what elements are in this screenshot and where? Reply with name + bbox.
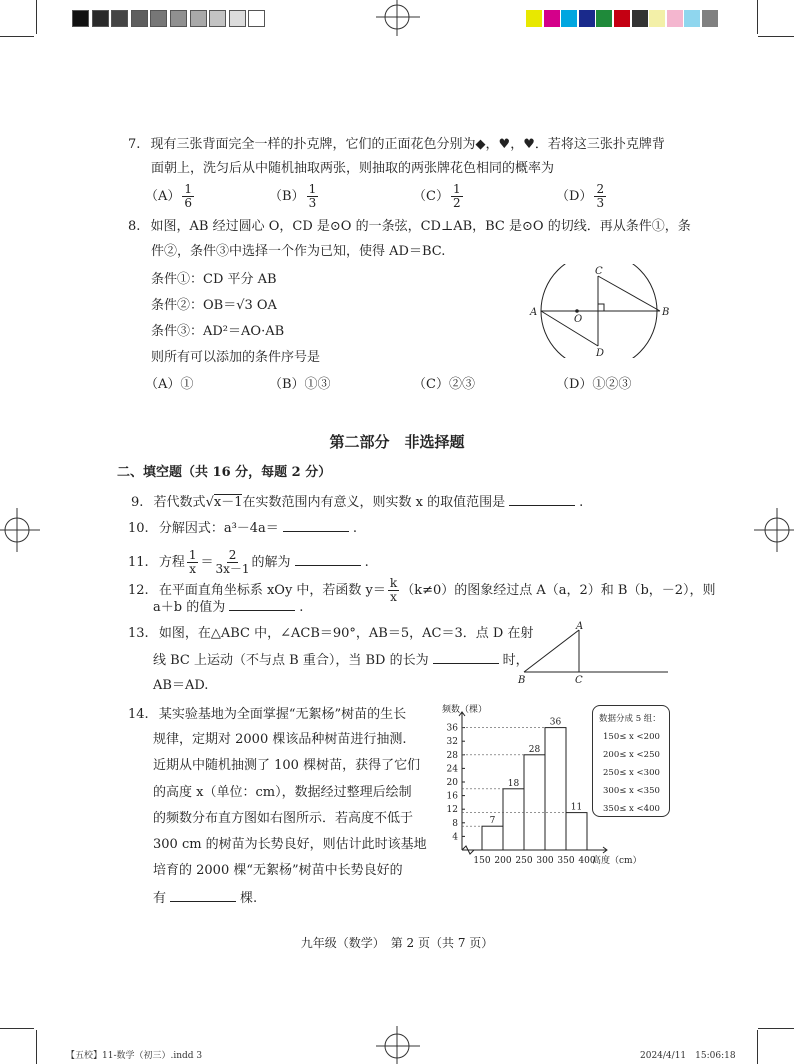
registration-mark-bottom [376, 1026, 420, 1064]
y-axis-label: 频数（棵） [442, 705, 488, 715]
bar-value-label: 18 [507, 778, 520, 789]
bar-value-label: 36 [549, 717, 562, 728]
segment-ad [541, 311, 598, 346]
right-angle-mark [598, 304, 604, 311]
y-tick-label: 36 [446, 723, 458, 734]
label-o: O [574, 314, 583, 325]
y-tick-label: 12 [446, 805, 458, 816]
legend-item: 300≤ x <350 [603, 786, 660, 796]
q8-option-b[interactable]: （B）①③ [269, 377, 331, 392]
q14-line4: 的高度 x（单位：cm），数据经过整理后绘制 [153, 785, 412, 800]
label-c: C [575, 675, 583, 686]
label-b: B [662, 307, 670, 318]
bar-value-label: 28 [528, 744, 541, 755]
q8-option-c[interactable]: （C）②③ [413, 377, 475, 392]
gray-swatch [111, 10, 128, 27]
bar-value-label: 7 [489, 816, 496, 827]
registration-mark-left [0, 508, 40, 552]
q13-triangle-figure [512, 620, 672, 686]
gray-swatch [150, 10, 167, 27]
x-tick-label: 400 [578, 856, 596, 866]
gray-swatch [248, 10, 265, 27]
q8-line1 [128, 218, 691, 236]
crop-mark [36, 0, 37, 34]
y-tick-label: 8 [452, 818, 458, 829]
color-swatch [632, 10, 648, 27]
y-tick-label: 24 [446, 764, 458, 775]
histogram-bar [482, 826, 503, 850]
gray-swatch [190, 10, 207, 27]
q12: 12. 在平面直角坐标系 xOy 中，若函数 y＝ $\frac{k}{x}$ （k≠0）的图象经过点 A（a，2）和 B（b，－2），则 [128, 576, 716, 604]
q14-line5: 的频数分布直方图如右图所示．若高度不低于 [153, 811, 414, 826]
print-timestamp: 2024/4/11 15:06:18 [640, 1051, 736, 1061]
segment-bc [598, 276, 660, 311]
gray-swatch [170, 10, 187, 27]
q14-line3: 近期从中随机抽测了 100 棵树苗，获得了它们 [153, 758, 421, 773]
color-swatch [561, 10, 577, 27]
q7-line1 [128, 136, 665, 154]
q7-option-c[interactable]: （C） $\frac{1}{2}$ [413, 182, 461, 210]
x-tick-label: 300 [536, 856, 554, 866]
color-swatch [596, 10, 612, 27]
q8-question: 则所有可以添加的条件序号是 [151, 350, 321, 365]
crop-mark [758, 1028, 794, 1029]
q10: 10. 分解因式：a³－4a＝ . [128, 521, 357, 536]
sqrt-expression: √x－1 [205, 495, 243, 510]
q13-answer-blank[interactable] [433, 651, 499, 664]
q7-option-a[interactable]: （A） $\frac{1}{6}$ [145, 182, 193, 210]
q13-line1: 13. 如图，在△ABC 中，∠ACB＝90°，AB＝5，AC＝3．点 D 在射 [128, 626, 534, 641]
y-tick-label: 20 [446, 778, 458, 788]
crop-mark [758, 36, 794, 37]
color-swatch [579, 10, 595, 27]
crop-mark [0, 36, 34, 37]
section-fill-in-blank: 二、填空题（共 16 分，每题 2 分） [117, 465, 332, 480]
histogram-bar [545, 728, 566, 850]
q13-line3: AB＝AD. [153, 678, 209, 693]
q14-line1: 14. 某实验基地为全面掌握“无絮杨”树苗的生长 [128, 707, 407, 722]
q8-text2: 件②，条件③中选择一个作为已知，使得 AD＝BC. [151, 244, 446, 259]
q8-condition-3: 条件③：AD²＝AO·AB [151, 324, 285, 339]
q8-text1: 如图，AB 经过圆心 O，CD 是⊙O 的一条弦，CD⊥AB，BC 是⊙O 的切线．再从条件①，条 [150, 219, 691, 234]
segment-ab [524, 630, 579, 672]
q14-line2: 规律，定期对 2000 棵该品种树苗进行抽测. [153, 732, 407, 747]
crop-mark [757, 1030, 758, 1064]
color-swatch [702, 10, 718, 27]
gray-swatch [209, 10, 226, 27]
x-tick-label: 150 [473, 856, 491, 866]
histogram-bar [503, 789, 524, 850]
q7-text2: 面朝上，洗匀后从中随机抽取两张，则抽取的两张牌花色相同的概率为 [151, 161, 555, 176]
legend-item: 200≤ x <250 [603, 750, 660, 760]
page-footer: 九年级（数学） 第 2 页（共 7 页） [300, 936, 494, 950]
q9: 9. 若代数式√x－1在实数范围内有意义，则实数 x 的取值范围是 . [131, 495, 584, 510]
q14-line6: 300 cm 的树苗为长势良好，则估计此时该基地 [153, 837, 427, 852]
q8-option-a[interactable]: （A）① [145, 377, 194, 392]
q12-answer-blank[interactable] [229, 598, 295, 611]
color-swatch [649, 10, 665, 27]
q7-option-b[interactable]: （B） $\frac{1}{3}$ [269, 182, 317, 210]
q8-figure-lines [526, 264, 672, 358]
histogram-bar [524, 755, 545, 850]
bar-value-label: 11 [570, 802, 583, 813]
registration-mark-top [376, 0, 420, 36]
q9-answer-blank[interactable] [509, 493, 575, 506]
registration-mark-right [754, 508, 794, 552]
color-swatch [544, 10, 560, 27]
q8-condition-1: 条件①：CD 平分 AB [151, 272, 277, 287]
crop-mark [0, 1028, 34, 1029]
color-swatch [684, 10, 700, 27]
q8-condition-2: 条件②：OB＝√3 OA [151, 298, 277, 313]
q8-option-d[interactable]: （D）①②③ [556, 377, 632, 392]
q14-line7: 培育的 2000 棵“无絮杨”树苗中长势良好的 [153, 863, 403, 878]
legend-item: 350≤ x <400 [603, 804, 660, 814]
color-swatch [526, 10, 542, 27]
q14-line8: 有 棵. [153, 891, 258, 906]
histogram-legend [592, 705, 670, 817]
q7-text1: 现有三张背面完全一样的扑克牌，它们的正面花色分别为◆，♥，♥．若将这三张扑克牌背 [150, 137, 665, 152]
q7-number: 7. [128, 137, 141, 152]
y-tick-label: 32 [446, 737, 458, 748]
gray-swatch [229, 10, 246, 27]
gray-swatch [92, 10, 109, 27]
legend-item: 150≤ x <200 [603, 732, 660, 742]
color-swatch [614, 10, 630, 27]
legend-item: 250≤ x <300 [603, 768, 660, 778]
label-b: B [518, 675, 526, 686]
q7-option-d[interactable]: （D） $\frac{2}{3}$ [556, 182, 605, 210]
gray-swatch [72, 10, 89, 27]
q14-answer-blank[interactable] [170, 889, 236, 902]
y-tick-label: 4 [452, 832, 458, 843]
x-tick-label: 250 [515, 856, 533, 866]
file-name: 【五校】11-数学（初三）.indd 3 [66, 1051, 203, 1061]
part2-title: 第二部分 非选择题 [329, 433, 465, 451]
x-tick-label: 200 [494, 856, 512, 866]
x-tick-label: 350 [557, 856, 575, 866]
label-a: A [576, 621, 584, 632]
color-swatch [667, 10, 683, 27]
x-axis-label: 高度（cm） [592, 856, 642, 866]
y-tick-label: 28 [446, 750, 458, 761]
crop-mark [36, 1030, 37, 1064]
q11-answer-blank[interactable] [295, 553, 361, 566]
label-c: C [595, 266, 603, 277]
legend-title: 数据分成 5 组： [599, 714, 661, 724]
label-a: A [530, 307, 538, 318]
q12-line2: a＋b 的值为 . [153, 600, 304, 615]
label-d: D [596, 348, 605, 358]
q10-answer-blank[interactable] [283, 519, 349, 532]
q13-line2: 线 BC 上运动（不与点 B 重合），当 BD 的长为 时， [153, 653, 529, 668]
gray-swatch [131, 10, 148, 27]
histogram-bar [566, 813, 587, 850]
crop-mark [757, 0, 758, 34]
q8-number: 8. [128, 219, 141, 234]
point-o [575, 309, 579, 313]
q11: 11. 方程 $\frac{1}{x}$ ＝ $\frac{2}{3x-1}$ 的解为 . [128, 548, 369, 576]
y-tick-label: 16 [446, 791, 458, 802]
